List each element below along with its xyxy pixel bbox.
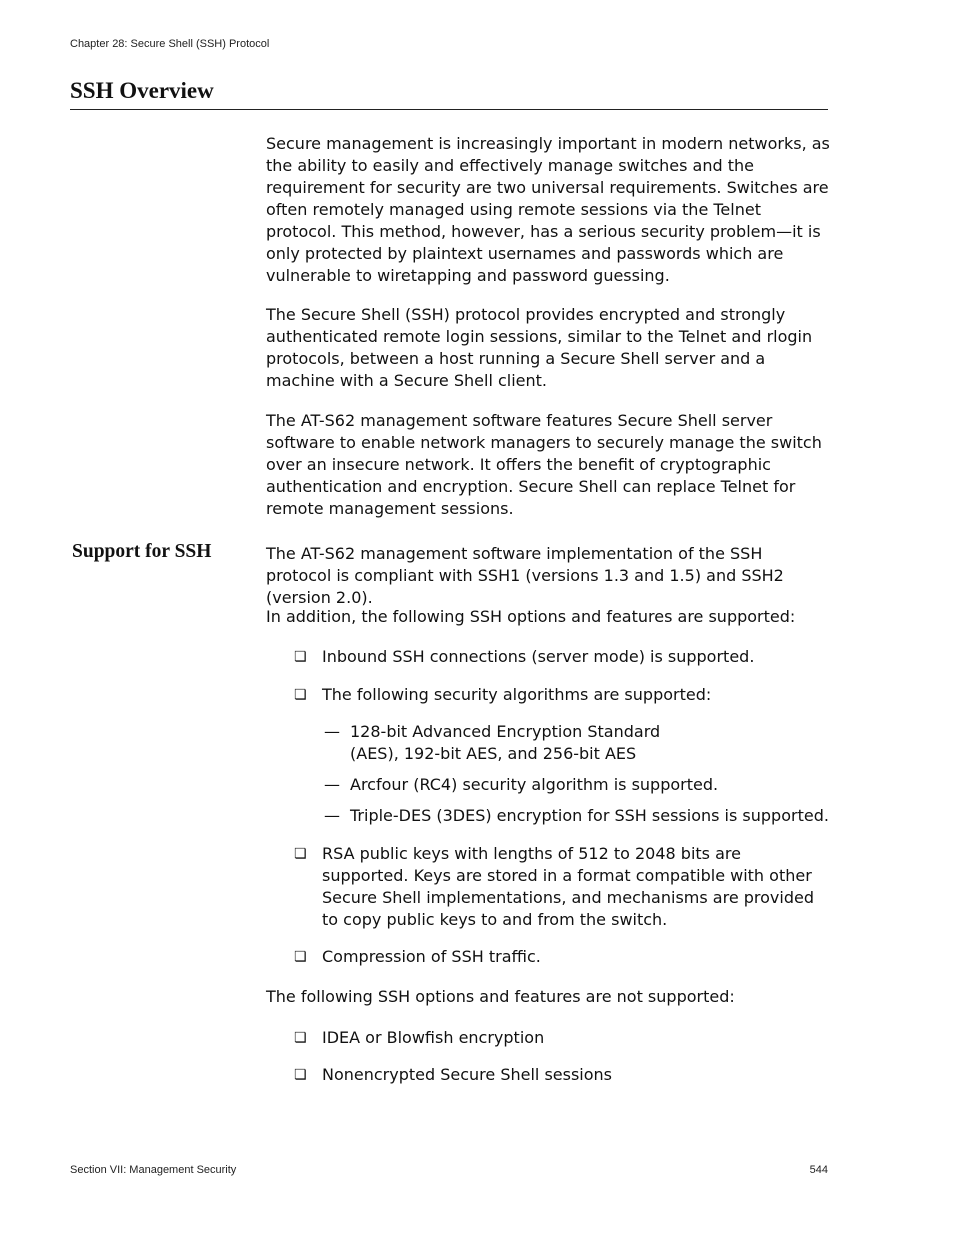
checkbox-bullet-icon: ❏ [294, 1067, 307, 1083]
list-item-text: The following security algorithms are supported: [322, 685, 712, 704]
list-item-text: Nonencrypted Secure Shell sessions [322, 1065, 613, 1084]
checkbox-bullet-icon: ❏ [294, 1030, 307, 1046]
checkbox-bullet-icon: ❏ [294, 949, 307, 965]
support-heading: Support for SSH [72, 541, 212, 562]
em-dash-icon: — [324, 775, 340, 794]
overview-paragraph: Secure management is increasingly important in modern networks, as the ability to easily and effectively manage switches and the requirement for security are two universal requirements. Switches are often remotely managed using remote sessions via the Telnet protocol. This method, however, has a serious security problem—it is only protected by plaintext usernames and passwords which are vulnerable to wiretapping and password guessing. [266, 134, 830, 285]
em-dash-icon: — [324, 806, 340, 825]
support-intro: The AT-S62 management software implementation of the SSH protocol is compliant with SSH1 (versions 1.3 and 1.5) and SSH2 (version 2.0). [266, 544, 784, 607]
supported-intro: In addition, the following SSH options and features are supported: [266, 607, 796, 626]
checkbox-bullet-icon: ❏ [294, 649, 307, 665]
footer-section: Section VII: Management Security [70, 1164, 237, 1176]
list-item-text: Inbound SSH connections (server mode) is supported. [322, 647, 755, 666]
sub-list-item-text: Triple-DES (3DES) encryption for SSH sessions is supported. [350, 806, 829, 825]
em-dash-icon: — [324, 722, 340, 741]
overview-paragraph: The AT-S62 management software features Secure Shell server software to enable network managers to securely manage the switch over an insecure network. It offers the benefit of cryptographic authentication and encryption. Secure Shell can replace Telnet for remote management sessions. [266, 411, 822, 518]
sub-list-item-text: 128-bit Advanced Encryption Standard (AES), 192-bit AES, and 256-bit AES [350, 722, 661, 763]
checkbox-bullet-icon: ❏ [294, 687, 307, 703]
list-item-text: Compression of SSH traffic. [322, 947, 541, 966]
list-item-text: RSA public keys with lengths of 512 to 2048 bits are supported. Keys are stored in a format compatible with other Secure Shell implementations, and mechanisms are provided to copy public keys to and from the switch. [322, 844, 814, 929]
sub-list-item-text: Arcfour (RC4) security algorithm is supported. [350, 775, 719, 794]
overview-paragraph: The Secure Shell (SSH) protocol provides encrypted and strongly authenticated remote login sessions, similar to the Telnet and rlogin protocols, between a host running a Secure Shell server and a machine with a Secure Shell client. [266, 305, 813, 390]
list-item-text: IDEA or Blowfish encryption [322, 1028, 545, 1047]
unsupported-intro: The following SSH options and features are not supported: [266, 987, 735, 1006]
page-number: 544 [809, 1164, 828, 1176]
title-rule [70, 109, 828, 110]
running-head: Chapter 28: Secure Shell (SSH) Protocol [70, 38, 270, 50]
checkbox-bullet-icon: ❏ [294, 846, 307, 862]
section-title: SSH Overview [70, 78, 214, 103]
